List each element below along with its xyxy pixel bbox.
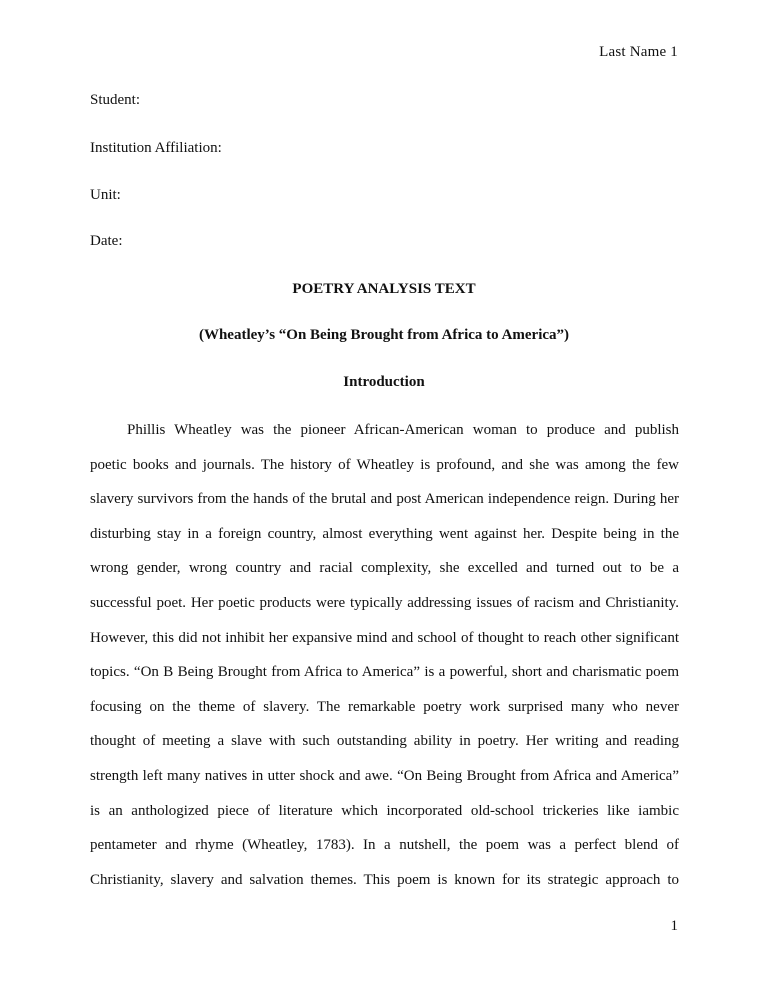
document-subtitle: (Wheatley’s “On Being Brought from Africa to America”) bbox=[198, 327, 570, 343]
body-line: successful poet. Her poetic products were typically addressing issues of racism and Christianity. bbox=[90, 594, 679, 611]
body-line: slavery survivors from the hands of the brutal and post American independence reign. During her bbox=[90, 491, 679, 508]
body-line: poetic books and journals. The history of Wheatley is profound, and she was among the few bbox=[90, 456, 679, 473]
section-heading: Introduction bbox=[343, 374, 425, 390]
unit-line: Unit: bbox=[90, 187, 121, 203]
body-line: However, this did not inhibit her expansive mind and school of thought to reach other significant bbox=[90, 629, 679, 646]
body-line: Phillis Wheatley was the pioneer African-American woman to produce and publish bbox=[127, 422, 679, 438]
body-line: topics. “On B Being Brought from Africa to America” is a powerful, short and charismatic poem bbox=[90, 664, 679, 681]
body-line: is an anthologized piece of literature which incorporated old-school trickeries like iambic bbox=[90, 802, 679, 819]
body-line: Christianity, slavery and salvation themes. This poem is known for its strategic approach to bbox=[90, 871, 679, 888]
body-line: strength left many natives in utter shock and awe. “On Being Brought from Africa and America” bbox=[90, 767, 679, 784]
body-paragraph bbox=[90, 418, 679, 902]
body-line: pentameter and rhyme (Wheatley, 1783). In a nutshell, the poem was a perfect blend of bbox=[90, 837, 679, 854]
running-head: Last Name 1 bbox=[599, 44, 678, 60]
institution-line: Institution Affiliation: bbox=[90, 140, 222, 156]
body-line: focusing on the theme of slavery. The remarkable poetry work surprised many who never bbox=[90, 698, 679, 715]
body-line: thought of meeting a slave with such outstanding ability in poetry. Her writing and reading bbox=[90, 733, 679, 750]
student-line: Student: bbox=[90, 92, 141, 108]
date-line: Date: bbox=[90, 233, 123, 249]
page-number: 1 bbox=[670, 918, 678, 934]
body-line: disturbing stay in a foreign country, almost everything went against her. Despite being in the bbox=[90, 525, 679, 542]
document-title: POETRY ANALYSIS TEXT bbox=[292, 281, 476, 297]
body-line: wrong gender, wrong country and racial complexity, she excelled and turned out to be a bbox=[90, 560, 679, 577]
